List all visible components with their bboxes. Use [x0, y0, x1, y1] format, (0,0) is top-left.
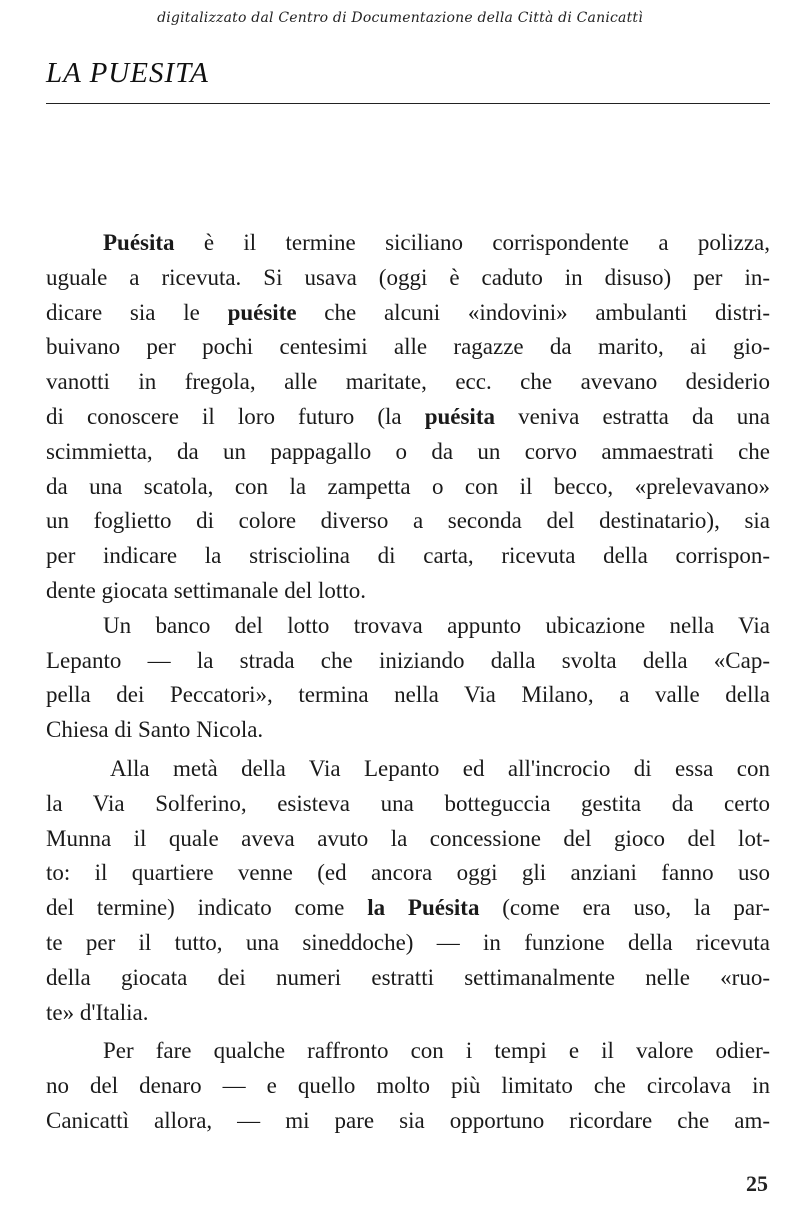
paragraph	[46, 226, 770, 609]
text-line: buivano per pochi centesimi alle ragazze da marito, ai gio-	[46, 334, 770, 360]
text-line: dicare sia le puésite che alcuni «indovini» ambulanti distri-	[46, 299, 770, 325]
page-number: 25	[746, 1171, 768, 1196]
title-divider	[46, 103, 770, 104]
body-text	[46, 226, 770, 1139]
paragraph	[46, 752, 770, 1030]
text-line: Canicattì allora, — mi pare sia opportuno ricordare che am-	[46, 1107, 770, 1133]
paragraph	[46, 1034, 770, 1138]
text-line: di conoscere il loro futuro (la puésita veniva estratta da una	[46, 403, 770, 429]
text-line: pella dei Peccatori», termina nella Via Milano, a valle della	[46, 682, 770, 708]
text-line: dente giocata settimanale del lotto.	[46, 577, 366, 603]
text-line: Un banco del lotto trovava appunto ubicazione nella Via	[103, 612, 770, 638]
text-line: Per fare qualche raffronto con i tempi e il valore odier-	[103, 1038, 770, 1064]
text-line: te per il tutto, una sineddoche) — in funzione della ricevuta	[46, 929, 770, 955]
text-line: Puésita è il termine siciliano corrispondente a polizza,	[103, 230, 770, 255]
text-line: della giocata dei numeri estratti settimanalmente nelle «ruo-	[46, 964, 770, 990]
text-line: scimmietta, da un pappagallo o da un corvo ammaestrati che	[46, 438, 770, 464]
text-line: la Via Solferino, esisteva una botteguccia gestita da certo	[46, 790, 770, 816]
text-line: un foglietto di colore diverso a seconda del destinatario), sia	[46, 508, 770, 534]
digitization-watermark: digitalizzato dal Centro di Documentazione della Città di Canicattì	[157, 10, 643, 26]
text-line: vanotti in fregola, alle maritate, ecc. che avevano desiderio	[46, 369, 770, 395]
text-line: uguale a ricevuta. Si usava (oggi è caduto in disuso) per in-	[46, 264, 770, 290]
text-line: da una scatola, con la zampetta o con il becco, «prelevavano»	[46, 473, 770, 499]
paragraph	[46, 609, 770, 748]
text-line: Lepanto — la strada che iniziando dalla svolta della «Cap-	[46, 647, 770, 673]
text-line: per indicare la strisciolina di carta, ricevuta della corrispon-	[46, 543, 770, 569]
page-title: LA PUESITA	[46, 57, 209, 89]
text-line: to: il quartiere venne (ed ancora oggi gli anziani fanno uso	[46, 860, 770, 886]
text-line: del termine) indicato come la Puésita (come era uso, la par-	[46, 895, 770, 921]
text-line: Alla metà della Via Lepanto ed all'incrocio di essa con	[110, 755, 770, 781]
text-line: Chiesa di Santo Nicola.	[46, 717, 264, 743]
text-line: te» d'Italia.	[46, 999, 149, 1025]
text-line: no del denaro — e quello molto più limitato che circolava in	[46, 1073, 770, 1099]
text-line: Munna il quale aveva avuto la concessione del gioco del lot-	[46, 825, 770, 851]
